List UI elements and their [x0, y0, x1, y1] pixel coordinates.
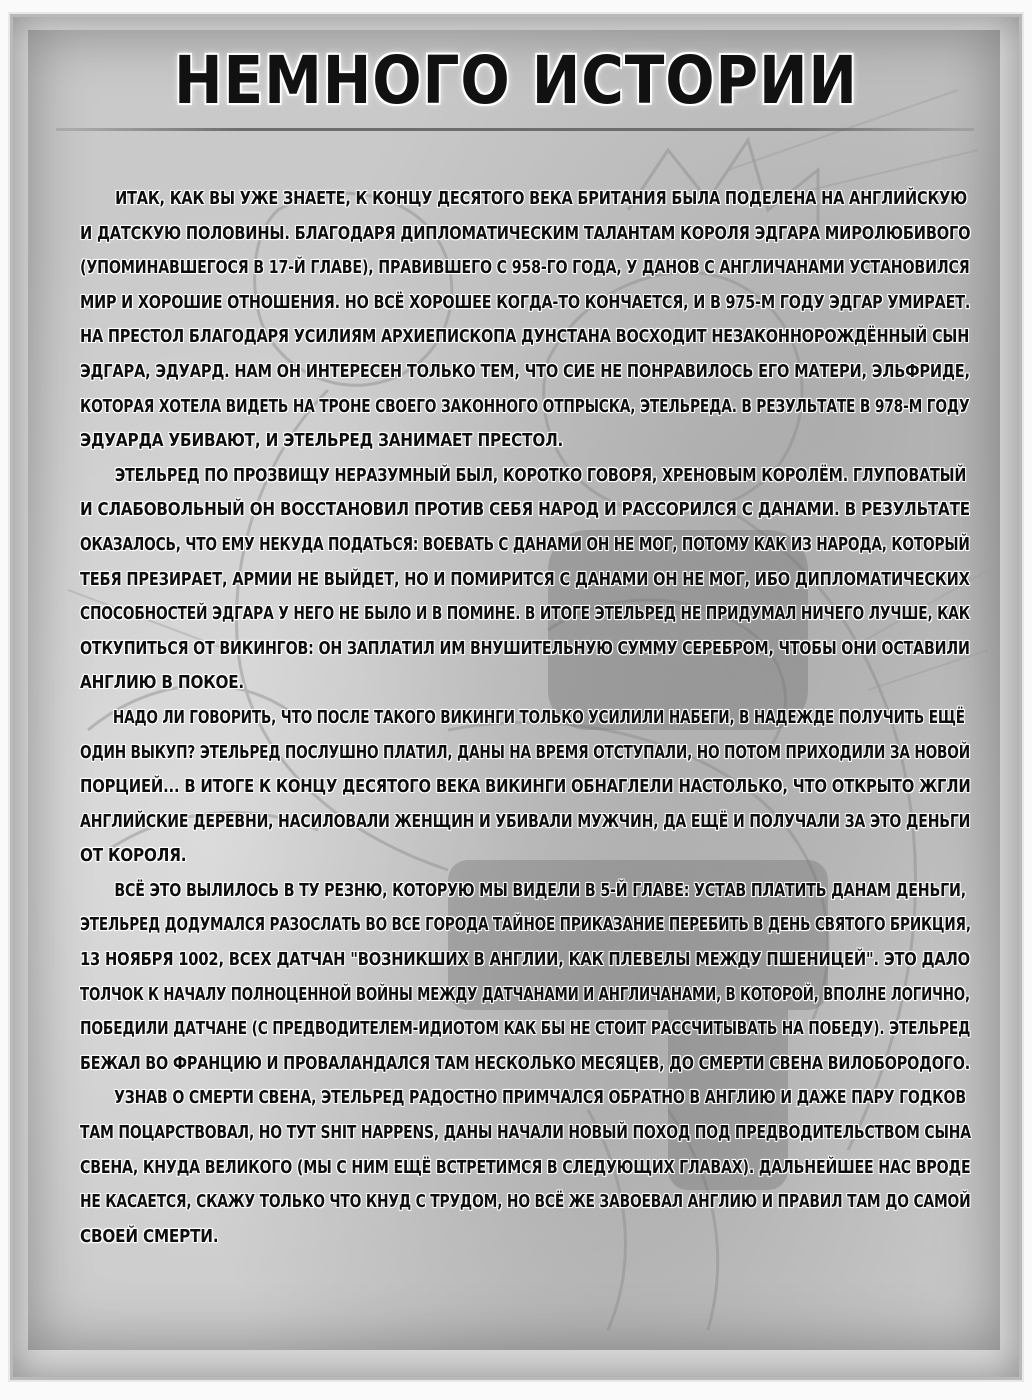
text-line: И ДАТСКУЮ ПОЛОВИНЫ. БЛАГОДАРЯ ДИПЛОМАТИЧЕСКИМ ТАЛАНТАМ КОРОЛЯ ЭДГАРА МИРОЛЮБИВОГО — [80, 223, 971, 244]
text-line: ВСЁ ЭТО ВЫЛИЛОСЬ В ТУ РЕЗНЮ, КОТОРУЮ МЫ ВИДЕЛИ В 5-Й ГЛАВЕ: УСТАВ ПЛАТИТЬ ДАНАМ ДЕНЬГИ, — [114, 880, 966, 901]
text-line: ЭТЕЛЬРЕД ДОДУМАЛСЯ РАЗОСЛАТЬ ВО ВСЕ ГОРОДА ТАЙНОЕ ПРИКАЗАНИЕ ПЕРЕБИТЬ В ДЕНЬ СВЯТОГО БРИКЦИЯ, — [80, 915, 971, 936]
text-line: ОКАЗАЛОСЬ, ЧТО ЕМУ НЕКУДА ПОДАТЬСЯ: ВОЕВАТЬ С ДАНАМИ ОН НЕ МОГ, ПОТОМУ КАК ИЗ НАРОДА, КОТОРЫЙ — [80, 534, 970, 555]
title-divider — [56, 128, 974, 131]
text-line: НАДО ЛИ ГОВОРИТЬ, ЧТО ПОСЛЕ ТАКОГО ВИКИНГИ ТОЛЬКО УСИЛИЛИ НАБЕГИ, В НАДЕЖДЕ ПОЛУЧИТЬ ЕЩЁ — [112, 707, 965, 728]
text-line: ОДИН ВЫКУП? ЭТЕЛЬРЕД ПОСЛУШНО ПЛАТИЛ, ДАНЫ НА ВРЕМЯ ОТСТУПАЛИ, НО ПОТОМ ПРИХОДИЛИ ЗА НОВОЙ — [80, 742, 970, 763]
text-line: БЕЖАЛ ВО ФРАНЦИЮ И ПРОВАЛАНДАЛСЯ ТАМ НЕСКОЛЬКО МЕСЯЦЕВ, ДО СМЕРТИ СВЕНА ВИЛОБОРОДОГО. — [80, 1053, 971, 1074]
text-line: 13 НОЯБРЯ 1002, ВСЕХ ДАТЧАН "ВОЗНИКШИХ В АНГЛИИ, КАК ПЛЕВЕЛЫ МЕЖДУ ПШЕНИЦЕЙ". ЭТО ДАЛО — [80, 950, 970, 971]
text-line: ТЕБЯ ПРЕЗИРАЕТ, АРМИИ НЕ ВЫЙДЕТ, НО И ПОМИРИТСЯ С ДАНАМИ ОН НЕ МОГ, ИБО ДИПЛОМАТИЧЕСКИХ — [80, 569, 970, 590]
text-line: МИР И ХОРОШИЕ ОТНОШЕНИЯ. НО ВСЁ ХОРОШЕЕ КОГДА-ТО КОНЧАЕТСЯ, И В 975-М ГОДУ ЭДГАР УМИРАЕТ. — [80, 292, 971, 313]
text-line: ПОБЕДИЛИ ДАТЧАНЕ (С ПРЕДВОДИТЕЛЕМ-ИДИОТОМ КАК БЫ НЕ СТОИТ РАССЧИТЫВАТЬ НА ПОБЕДУ). ЭТЕЛЬРЕД — [80, 1019, 971, 1040]
text-line: ОТКУПИТЬСЯ ОТ ВИКИНГОВ: ОН ЗАПЛАТИЛ ИМ ВНУШИТЕЛЬНУЮ СУММУ СЕРЕБРОМ, ЧТОБЫ ОНИ ОСТАВИЛИ — [80, 638, 970, 659]
text-line: СВЕНА, КНУДА ВЕЛИКОГО (МЫ С НИМ ЕЩЁ ВСТРЕТИМСЯ В СЛЕДУЮЩИХ ГЛАВАХ). ДАЛЬНЕЙШЕЕ НАС ВРОДЕ — [80, 1157, 971, 1178]
text-line: ЭТЕЛЬРЕД ПО ПРОЗВИЩУ НЕРАЗУМНЫЙ БЫЛ, КОРОТКО ГОВОРЯ, ХРЕНОВЫМ КОРОЛЁМ. ГЛУПОВАТЫЙ — [114, 465, 967, 486]
text-line: ПОРЦИЕЙ... В ИТОГЕ К КОНЦУ ДЕСЯТОГО ВЕКА ВИКИНГИ ОБНАГЛЕЛИ НАСТОЛЬКО, ЧТО ОТКРЫТО ЖГЛИ — [80, 777, 971, 798]
text-line: КОТОРАЯ ХОТЕЛА ВИДЕТЬ НА ТРОНЕ СВОЕГО ЗАКОННОГО ОТПРЫСКА, ЭТЕЛЬРЕДА. В РЕЗУЛЬТАТЕ В 978-М ГОДУ — [80, 396, 970, 417]
text-line: ЭДГАРА, ЭДУАРД. НАМ ОН ИНТЕРЕСЕН ТОЛЬКО ТЕМ, ЧТО СИЕ НЕ ПОНРАВИЛОСЬ ЕГО МАТЕРИ, ЭЛЬФРИДЕ, — [80, 361, 970, 382]
text-line: ЭДУАРДА УБИВАЮТ, И ЭТЕЛЬРЕД ЗАНИМАЕТ ПРЕСТОЛ. — [80, 431, 564, 452]
text-line: АНГЛИЮ В ПОКОЕ. — [80, 673, 245, 694]
text-line: СВОЕЙ СМЕРТИ. — [80, 1226, 219, 1247]
text-line: ТАМ ПОЦАРСТВОВАЛ, НО ТУТ SHIT HAPPENS, ДАНЫ НАЧАЛИ НОВЫЙ ПОХОД ПОД ПРЕДВОДИТЕЛЬСТВОМ СЫНА — [80, 1123, 971, 1144]
text-line: ОТ КОРОЛЯ. — [80, 846, 187, 867]
text-line: НЕ КАСАЕТСЯ, СКАЖУ ТОЛЬКО ЧТО КНУД С ТРУДОМ, НО ВСЁ ЖЕ ЗАВОЕВАЛ АНГЛИЮ И ПРАВИЛ ТАМ ДО САМОЙ — [80, 1192, 971, 1213]
text-line: ТОЛЧОК К НАЧАЛУ ПОЛНОЦЕННОЙ ВОЙНЫ МЕЖДУ ДАТЧАНАМИ И АНГЛИЧАНАМИ, В КОТОРОЙ, ВПОЛНЕ ЛОГИЧНО, — [80, 984, 970, 1005]
text-line: ИТАК, КАК ВЫ УЖЕ ЗНАЕТЕ, К КОНЦУ ДЕСЯТОГО ВЕКА БРИТАНИЯ БЫЛА ПОДЕЛЕНА НА АНГЛИЙСКУЮ — [115, 189, 968, 209]
text-line: СПОСОБНОСТЕЙ ЭДГАРА У НЕГО НЕ БЫЛО И В ПОМИНЕ. В ИТОГЕ ЭТЕЛЬРЕД НЕ ПРИДУМАЛ НИЧЕГО ЛУЧШЕ, КАК — [80, 604, 970, 625]
text-line: НА ПРЕСТОЛ БЛАГОДАРЯ УСИЛИЯМ АРХИЕПИСКОПА ДУНСТАНА ВОСХОДИТ НЕЗАКОННОРОЖДЁННЫЙ СЫН — [80, 327, 970, 348]
history-text — [80, 182, 1000, 1254]
text-line: (УПОМИНАВШЕГОСЯ В 17-Й ГЛАВЕ), ПРАВИВШЕГО С 958-ГО ГОДА, У ДАНОВ С АНГЛИЧАНАМИ УСТАНОВИЛСЯ — [80, 258, 970, 279]
text-line: И СЛАБОВОЛЬНЫЙ ОН ВОССТАНОВИЛ ПРОТИВ СЕБЯ НАРОД И РАССОРИЛСЯ С ДАНАМИ. В РЕЗУЛЬТАТЕ — [80, 500, 970, 521]
text-line: АНГЛИЙСКИЕ ДЕРЕВНИ, НАСИЛОВАЛИ ЖЕНЩИН И УБИВАЛИ МУЖЧИН, ДА ЕЩЁ И ПОЛУЧАЛИ ЗА ЭТО ДЕНЬГИ — [80, 811, 971, 832]
page-title: НЕМНОГО ИСТОРИИ — [174, 42, 858, 119]
text-line: УЗНАВ О СМЕРТИ СВЕНА, ЭТЕЛЬРЕД РАДОСТНО ПРИМЧАЛСЯ ОБРАТНО В АНГЛИЮ И ДАЖЕ ПАРУ ГОДКОВ — [114, 1088, 966, 1109]
